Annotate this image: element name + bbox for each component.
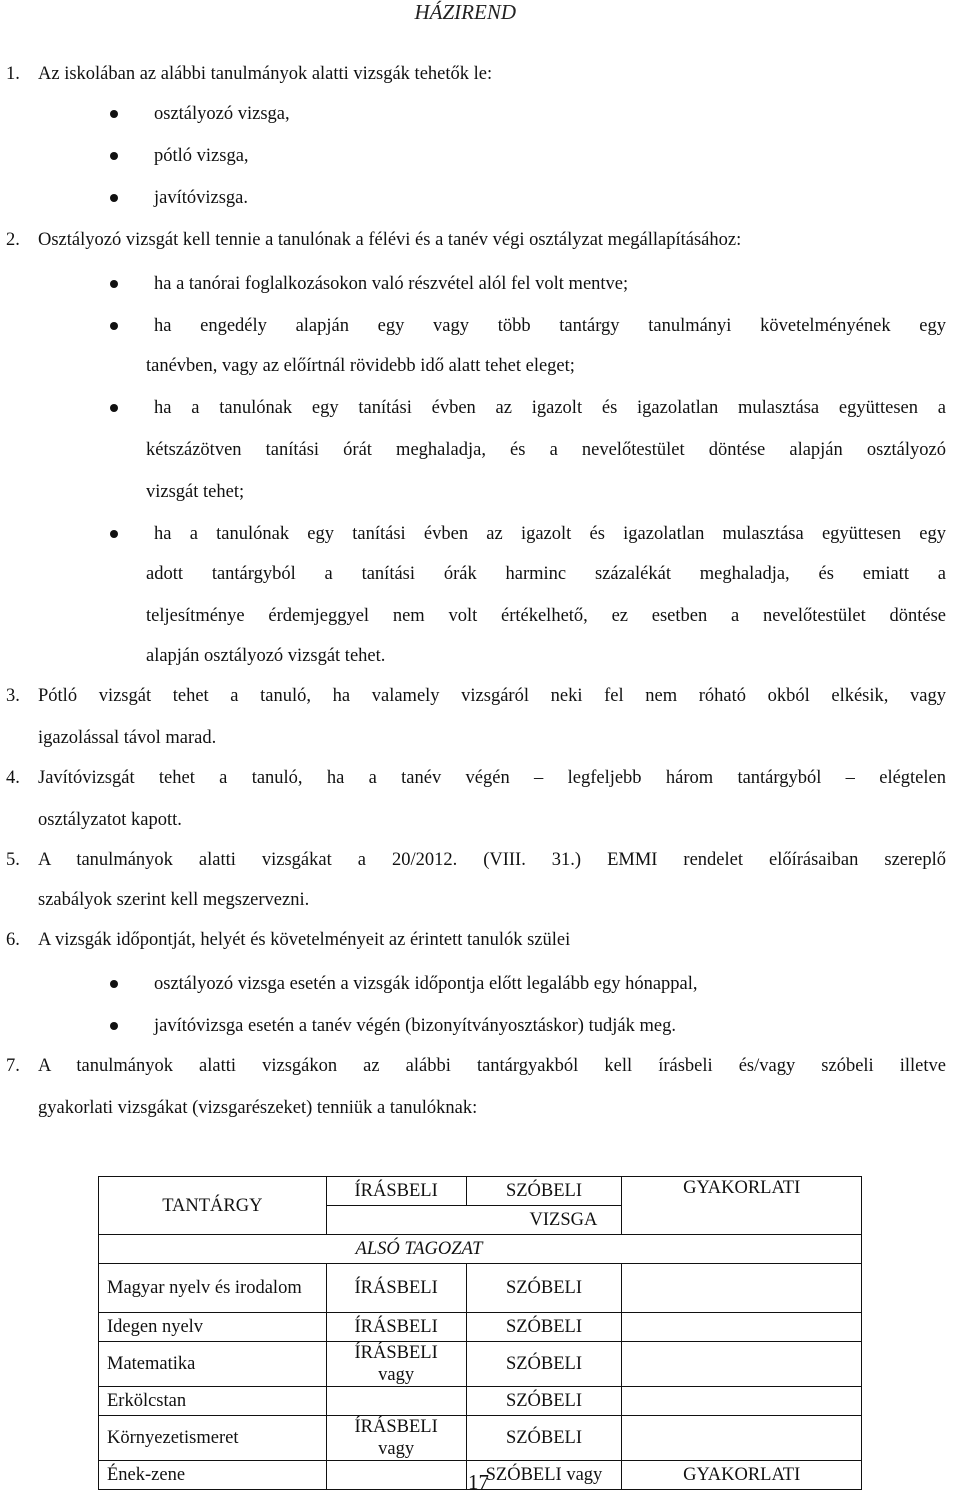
table-cell-oral: SZÓBELI: [466, 1342, 622, 1387]
table-cell-subject: Idegen nyelv: [99, 1313, 327, 1342]
table-cell-practical: GYAKORLATI: [622, 1461, 862, 1490]
bullet-icon: [110, 530, 120, 540]
item-text: Pótló vizsgát tehet a tanuló, ha valamely vizsgáról neki fel nem róható okból elkésik, vagy: [38, 686, 946, 706]
bullet-icon: [110, 1022, 120, 1032]
item-number: 6.: [6, 930, 20, 950]
list-item-continuation: adott tantárgyból a tanítási órák harminc százalékát meghaladja, és emiatt a: [146, 564, 946, 584]
table-cell-oral: SZÓBELI: [466, 1264, 622, 1313]
table-cell-practical: [622, 1387, 862, 1416]
list-item: ha a tanulónak egy tanítási évben az igazolt és igazolatlan mulasztása együttesen a: [154, 398, 946, 418]
item-text-continuation: szabályok szerint kell megszervezni.: [38, 890, 310, 910]
list-item: javítóvizsga.: [154, 188, 249, 208]
item-text-continuation: igazolással távol marad.: [38, 728, 217, 748]
item-number: 2.: [6, 230, 20, 250]
table-cell-subject: Matematika: [99, 1342, 327, 1387]
table-cell-subject: Magyar nyelv és irodalom: [99, 1264, 327, 1313]
table-cell-oral: SZÓBELI: [466, 1313, 622, 1342]
item-text: A vizsgák időpontját, helyét és követelményeit az érintett tanulók szülei: [38, 930, 571, 950]
item-text: A tanulmányok alatti vizsgákat a 20/2012. (VIII. 31.) EMMI rendelet előírásaiban szereplő: [38, 850, 946, 870]
table-cell-practical: [622, 1313, 862, 1342]
item-number: 3.: [6, 686, 20, 706]
table-cell-subject: Környezetismeret: [99, 1416, 327, 1461]
item-number: 7.: [6, 1056, 20, 1076]
list-item-continuation: vizsgát tehet;: [146, 482, 245, 502]
item-text: Osztályozó vizsgát kell tennie a tanulónak a félévi és a tanév végi osztályzat megállapításához:: [38, 230, 742, 250]
section-title: ALSÓ TAGOZAT: [99, 1235, 862, 1264]
item-text-continuation: gyakorlati vizsgákat (vizsgarészeket) tenniük a tanulóknak:: [38, 1098, 478, 1118]
table-cell-written: ÍRÁSBELI: [326, 1313, 466, 1342]
item-text-continuation: osztályzatot kapott.: [38, 810, 182, 830]
header-written: ÍRÁSBELI: [326, 1177, 466, 1206]
item-text: Az iskolában az alábbi tanulmányok alatti vizsgák tehetők le:: [38, 64, 493, 84]
list-item-continuation: alapján osztályozó vizsgát tehet.: [146, 646, 386, 666]
table-cell-written: ÍRÁSBELI vagy: [326, 1416, 466, 1461]
bullet-icon: [110, 110, 120, 120]
table-cell-practical: [622, 1342, 862, 1387]
bullet-icon: [110, 980, 120, 990]
item-number: 4.: [6, 768, 20, 788]
list-item: ha a tanórai foglalkozásokon való részvétel alól fel volt mentve;: [154, 274, 629, 294]
table-cell-written: ÍRÁSBELI vagy: [326, 1342, 466, 1387]
list-item: osztályozó vizsga esetén a vizsgák időpontja előtt legalább egy hónappal,: [154, 974, 698, 994]
bullet-icon: [110, 152, 120, 162]
list-item: osztályozó vizsga,: [154, 104, 290, 124]
list-item: javítóvizsga esetén a tanév végén (bizonyítványosztáskor) tudják meg.: [154, 1016, 676, 1036]
item-number: 5.: [6, 850, 20, 870]
header-subject: TANTÁRGY: [99, 1177, 327, 1235]
item-number: 1.: [6, 64, 20, 84]
table-cell-written: [326, 1387, 466, 1416]
table-cell-written: [326, 1461, 466, 1490]
item-text: A tanulmányok alatti vizsgákon az alábbi tantárgyakból kell írásbeli és/vagy szóbeli illetve: [38, 1056, 946, 1076]
list-item-continuation: tanévben, vagy az előírtnál rövidebb idő alatt tehet eleget;: [146, 356, 575, 376]
table-cell-practical: [622, 1264, 862, 1313]
bullet-icon: [110, 194, 120, 204]
item-text: Javítóvizsgát tehet a tanuló, ha a tanév végén – legfeljebb három tantárgyból – elégtelen: [38, 768, 946, 788]
header-oral: SZÓBELI: [466, 1177, 622, 1206]
page-header: HÁZIREND: [414, 0, 516, 24]
bullet-icon: [110, 280, 120, 290]
table-cell-subject: Ének-zene: [99, 1461, 327, 1490]
header-practical: GYAKORLATI: [622, 1177, 862, 1235]
table-cell-subject: Erkölcstan: [99, 1387, 327, 1416]
table-cell-oral: SZÓBELI: [466, 1416, 622, 1461]
table-cell-written: ÍRÁSBELI: [326, 1264, 466, 1313]
header-exam: VIZSGA: [326, 1206, 622, 1235]
list-item-continuation: kétszázötven tanítási órát meghaladja, és a nevelőtestület döntése alapján osztályozó: [146, 440, 946, 460]
list-item: ha a tanulónak egy tanítási évben az igazolt és igazolatlan mulasztása együttesen egy: [154, 524, 946, 544]
table-cell-oral: SZÓBELI: [466, 1387, 622, 1416]
table-cell-oral: SZÓBELI vagy: [466, 1461, 622, 1490]
list-item: pótló vizsga,: [154, 146, 249, 166]
table-cell-practical: [622, 1416, 862, 1461]
bullet-icon: [110, 322, 120, 332]
subject-exam-table: [98, 1176, 862, 1490]
list-item-continuation: teljesítménye érdemjeggyel nem volt értékelhető, ez esetben a nevelőtestület döntése: [146, 606, 946, 626]
list-item: ha engedély alapján egy vagy több tantárgy tanulmányi követelményének egy: [154, 316, 946, 336]
page-number: 17: [468, 1470, 489, 1494]
bullet-icon: [110, 404, 120, 414]
